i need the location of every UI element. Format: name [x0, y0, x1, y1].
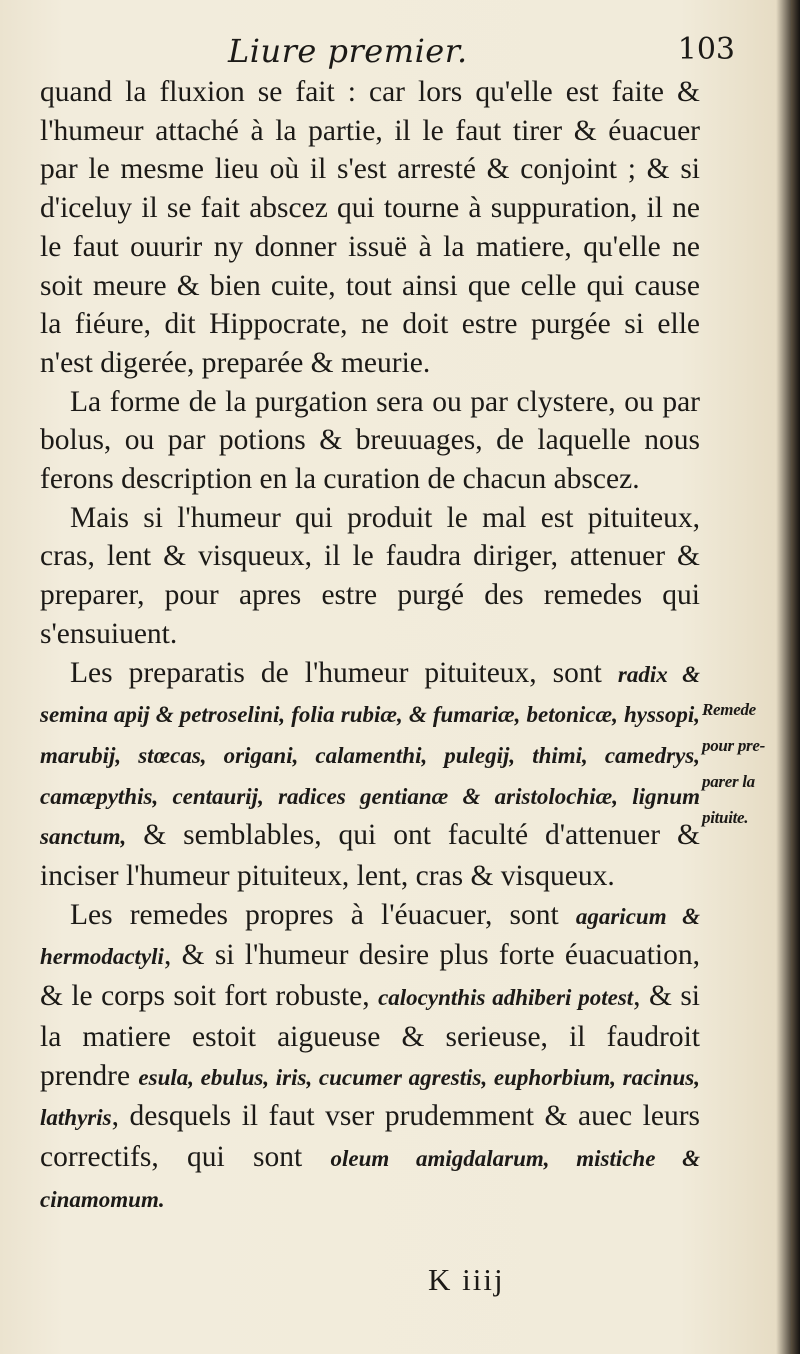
text-run: , desquels il faut vser prudemment & auec leurs correctifs, qui sont	[40, 1100, 700, 1173]
page-header	[40, 32, 735, 72]
text-run: & semblables, qui ont faculté d'attenuer & inciser l'humeur pituiteux, lent, cras & visqueux.	[40, 819, 700, 893]
paragraph	[40, 499, 700, 654]
latin-text: calocynthis adhiberi potest	[378, 985, 634, 1011]
latin-text: esula, ebulus, iris, cucumer agrestis, euphorbium, racinus, lathyris	[40, 1064, 700, 1131]
margin-note-line: pituite.	[702, 808, 749, 827]
paragraph	[40, 896, 700, 1220]
latin-text: oleum amigdalarum, mistiche & cinamomum.	[40, 1145, 700, 1212]
text-run: Les remedes propres à l'éuacuer, sont	[70, 898, 576, 931]
margin-note-line: Remede	[702, 700, 756, 719]
page-number: 103	[677, 32, 735, 67]
signature-mark: K iiij	[428, 1262, 505, 1297]
text-run: Les preparatis de l'humeur pituiteux, sont	[70, 656, 618, 689]
text-run: , & si l'humeur desire plus forte éuacuation, & le corps soit fort robuste,	[40, 939, 700, 1013]
running-title: Liure premier.	[228, 32, 468, 70]
page-edge	[791, 0, 800, 1354]
body-text	[40, 73, 700, 1219]
text-run: La forme de la purgation sera ou par clystere, ou par bolus, ou par potions & breuuages, de laquelle nous ferons description en la curation de chacun abscez.	[40, 385, 700, 496]
text-run: quand la fluxion se fait : car lors qu'elle est faite & l'humeur attaché à la partie, il le faut tirer & éuacuer par le mesme lieu où il s'est arresté & conjoint ; & si d'iceluy il se fait abscez qui tourne à suppuration, il ne le faut ouurir ny donner issuë à la matiere, qu'elle ne soit meure & bien cuite, tout ainsi que celle qui cause la fiéure, dit Hippocrate, ne doit estre purgée si elle n'est digerée, preparée & meurie.	[40, 76, 700, 379]
margin-note-line: pour pre-	[702, 736, 765, 755]
paragraph	[40, 73, 700, 383]
text-run: Mais si l'humeur qui produit le mal est pituiteux, cras, lent & visqueux, il le faudra diriger, attenuer & preparer, pour apres estre purgé des remedes qui s'ensuiuent.	[40, 501, 700, 650]
text-run: , & si la matiere estoit aigueuse & serieuse, il faudroit prendre	[40, 980, 701, 1092]
paragraph	[40, 654, 700, 896]
latin-text: agaricum & hermodactyli	[40, 903, 700, 970]
latin-text: radix & semina apij & petroselini, folia rubiæ, & fumariæ, betonicæ, hyssopi, marubij, stœcas, origani, calamenthi, pulegij, thimi, camedrys, camæpythis, centaurij, radices gentianæ & aristolochiæ, lignum sanctum,	[40, 661, 700, 850]
margin-note-line: parer la	[702, 772, 755, 791]
margin-note	[702, 692, 794, 836]
paragraph	[40, 383, 700, 499]
